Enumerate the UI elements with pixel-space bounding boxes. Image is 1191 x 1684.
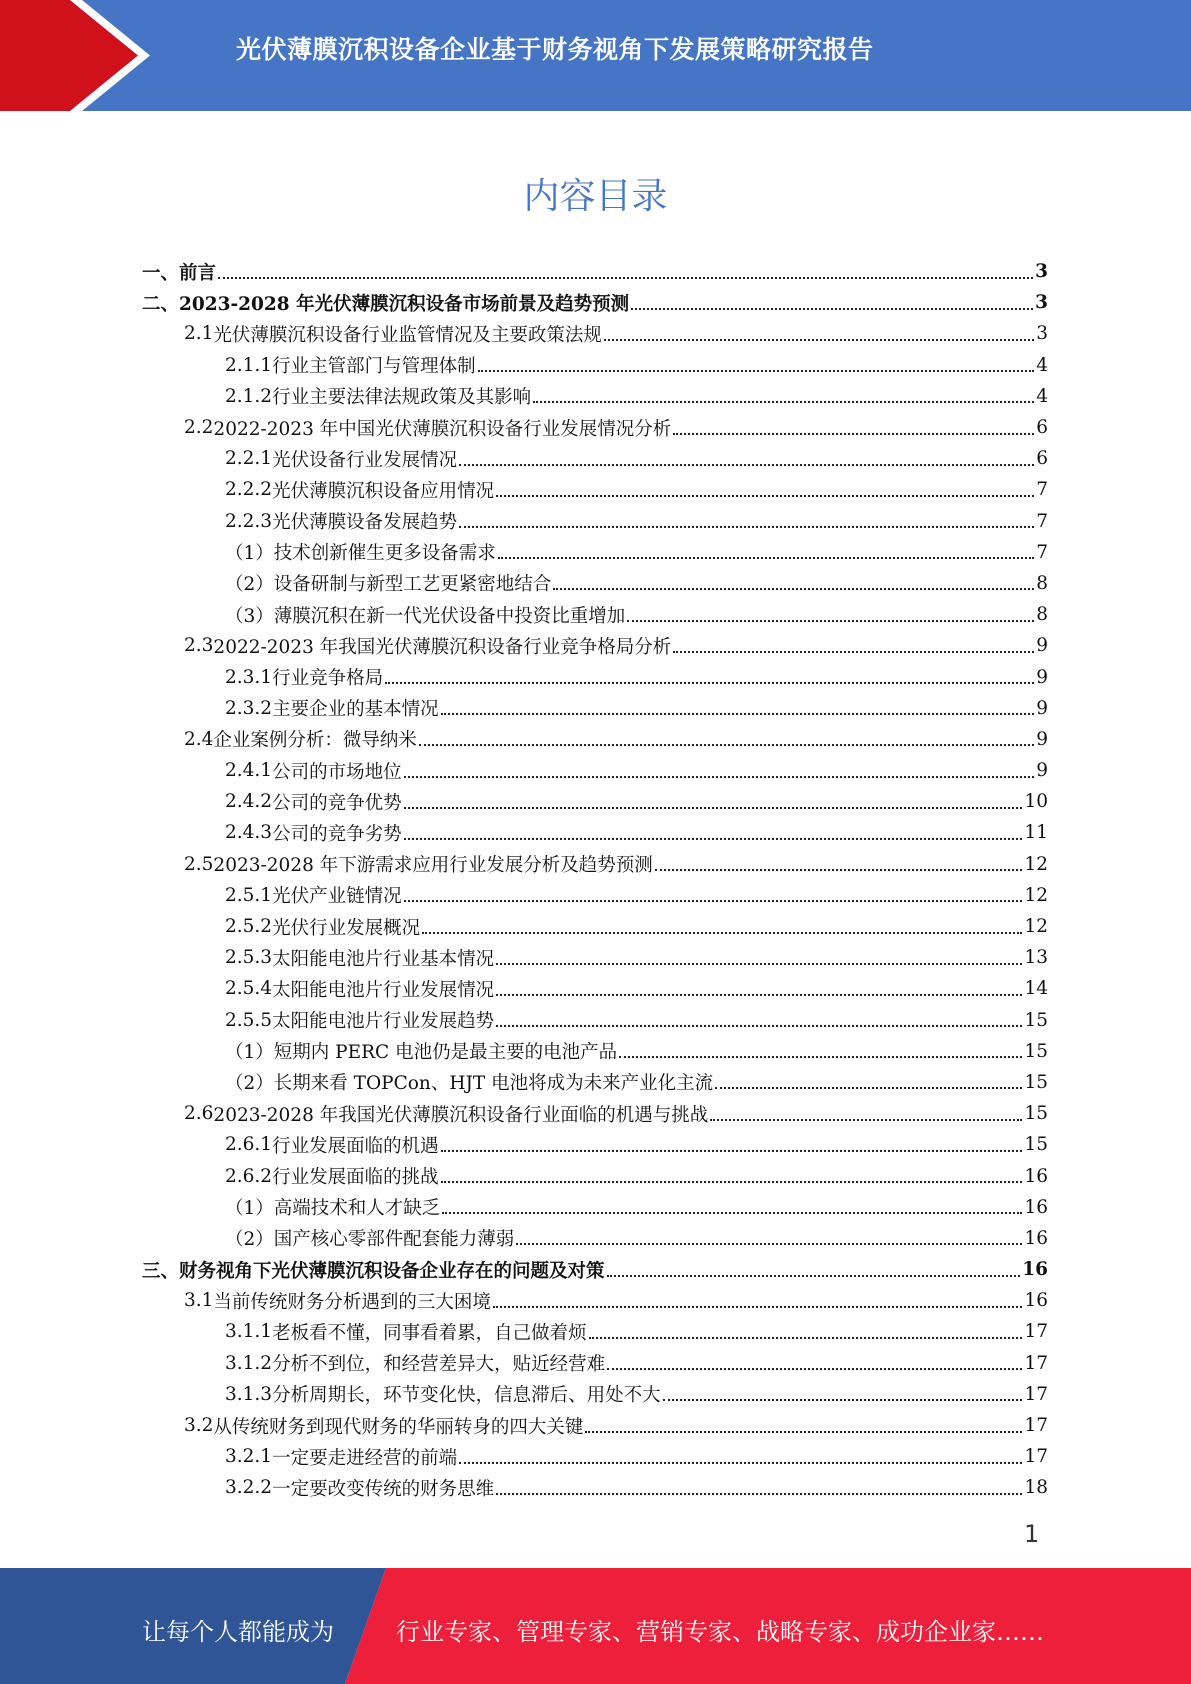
toc-dot-leader	[442, 1212, 1022, 1214]
toc-entry-number: 2.2.3	[225, 510, 273, 532]
toc-dot-leader	[516, 1243, 1022, 1245]
toc-entry-number: 2.3	[184, 635, 214, 657]
toc-dot-leader	[673, 651, 1034, 653]
toc-entry[interactable]	[142, 911, 1048, 942]
toc-entry-page: 7	[1036, 541, 1048, 563]
toc-entry-number: （2）	[225, 574, 274, 596]
toc-dot-leader	[533, 401, 1034, 403]
toc-dot-leader	[673, 433, 1034, 435]
toc-entry-title: 分析不到位，和经营差异大，贴近经营难	[272, 1354, 606, 1376]
toc-entry-page: 17	[1024, 1321, 1048, 1343]
toc-entry-title: 技术创新催生更多设备需求	[273, 543, 496, 565]
toc-entry[interactable]	[142, 630, 1048, 661]
toc-entry-page: 17	[1024, 1383, 1048, 1405]
toc-entry[interactable]	[142, 1285, 1048, 1316]
toc-entry-title: 老板看不懂，同事看着累，自己做着烦	[272, 1322, 587, 1344]
toc-entry-page: 12	[1024, 916, 1048, 938]
toc-entry[interactable]	[142, 599, 1048, 630]
toc-entry-title: 一定要改变传统的财务思维	[272, 1478, 495, 1500]
toc-entry-number: 2.4.1	[225, 760, 273, 782]
toc-entry-title: 2023-2028 年光伏薄膜沉积设备市场前景及趋势预测	[179, 293, 630, 315]
toc-entry-number: 2.1.1	[225, 354, 273, 376]
toc-entry-page: 12	[1024, 884, 1048, 906]
toc-entry-page: 18	[1024, 1477, 1048, 1499]
toc-entry[interactable]	[142, 1410, 1048, 1441]
toc-heading: 内容目录	[523, 176, 668, 217]
toc-dot-leader	[441, 1181, 1023, 1183]
toc-entry-title: 行业发展面临的机遇	[272, 1135, 439, 1157]
toc-entry-page: 11	[1024, 822, 1048, 844]
toc-dot-leader	[385, 682, 1034, 684]
toc-entry[interactable]	[142, 1223, 1048, 1254]
toc-dot-leader	[589, 1337, 1023, 1339]
toc-entry-page: 15	[1024, 1040, 1048, 1062]
footer-roles: 行业专家、管理专家、营销专家、战略专家、成功企业家……	[396, 1618, 1044, 1646]
toc-entry[interactable]	[142, 849, 1048, 880]
toc-entry[interactable]	[142, 724, 1048, 755]
toc-entry-number: 2.5.1	[225, 884, 273, 906]
toc-entry[interactable]	[142, 1036, 1048, 1067]
toc-entry-page: 15	[1024, 1134, 1048, 1156]
toc-dot-leader	[655, 869, 1023, 871]
toc-dot-leader	[619, 1056, 1022, 1058]
toc-entry-title: 从传统财务到现代财务的华丽转身的四大关键	[213, 1416, 584, 1438]
toc-entry[interactable]	[142, 973, 1048, 1004]
toc-dot-leader	[496, 1025, 1022, 1027]
toc-entry[interactable]	[142, 256, 1048, 287]
toc-entry-page: 4	[1036, 354, 1048, 376]
toc-entry[interactable]	[142, 1254, 1048, 1285]
toc-entry-page: 9	[1036, 728, 1048, 750]
toc-entry-page: 14	[1024, 978, 1048, 1000]
toc-entry[interactable]	[142, 1192, 1048, 1223]
toc-entry-number: （1）	[225, 543, 274, 565]
toc-entry-number: 2.4	[184, 728, 214, 750]
footer-slogan: 让每个人都能成为	[142, 1618, 334, 1646]
toc-entry-number: 3.2.2	[225, 1477, 273, 1499]
toc-entry-page: 16	[1024, 1165, 1048, 1187]
toc-dot-leader	[404, 838, 1023, 840]
toc-entry[interactable]	[142, 506, 1048, 537]
toc-entry-page: 9	[1036, 635, 1048, 657]
toc-dot-leader	[218, 277, 1033, 279]
toc-entry-page: 10	[1024, 791, 1048, 813]
toc-dot-leader	[441, 1150, 1023, 1152]
toc-entry-title: 企业案例分析：微导纳米	[213, 730, 417, 752]
table-of-contents	[142, 256, 1048, 1504]
toc-entry-page: 7	[1036, 479, 1048, 501]
toc-dot-leader	[441, 713, 1035, 715]
toc-dot-leader	[631, 308, 1033, 310]
toc-entry-title: 行业发展面临的挑战	[272, 1167, 439, 1189]
toc-entry-title: 光伏行业发展概况	[272, 917, 421, 939]
toc-entry-page: 16	[1022, 1259, 1048, 1281]
toc-entry[interactable]	[142, 817, 1048, 848]
toc-dot-leader	[627, 620, 1034, 622]
toc-dot-leader	[404, 776, 1035, 778]
toc-entry[interactable]	[142, 1316, 1048, 1347]
toc-dot-leader	[419, 744, 1034, 746]
toc-entry-number: （1）	[225, 1042, 274, 1064]
toc-dot-leader	[493, 1306, 1023, 1308]
toc-entry-number: 2.1	[184, 323, 214, 345]
toc-entry-title: 太阳能电池片行业基本情况	[272, 948, 495, 970]
toc-entry-number: 2.6.2	[225, 1165, 273, 1187]
toc-entry-page: 12	[1024, 853, 1048, 875]
toc-entry-number: 2.5.3	[225, 947, 273, 969]
toc-entry-title: 2022-2023 年中国光伏薄膜沉积设备行业发展情况分析	[213, 418, 672, 440]
toc-entry-number: 2.6	[184, 1103, 214, 1125]
toc-entry-number: 2.5.4	[225, 978, 273, 1000]
page-number: 1	[1024, 1520, 1040, 1548]
toc-entry-number: 一、	[142, 262, 180, 284]
toc-entry-number: （2）	[225, 1229, 274, 1251]
toc-entry-title: 薄膜沉积在新一代光伏设备中投资比重增加	[273, 605, 626, 627]
toc-entry[interactable]	[142, 1129, 1048, 1160]
toc-entry-number: （2）	[225, 1073, 274, 1095]
toc-entry-page: 9	[1036, 697, 1048, 719]
toc-entry-title: 太阳能电池片行业发展趋势	[272, 1011, 495, 1033]
toc-entry-title: 光伏薄膜沉积设备行业监管情况及主要政策法规	[213, 324, 602, 346]
toc-entry-title: 2023-2028 年下游需求应用行业发展分析及趋势预测	[213, 855, 653, 877]
toc-dot-leader	[404, 807, 1023, 809]
chevron-arrow-icon	[0, 0, 160, 111]
toc-entry-title: 公司的竞争优势	[272, 792, 402, 814]
toc-dot-leader	[422, 932, 1022, 934]
toc-entry-page: 16	[1024, 1227, 1048, 1249]
toc-entry-title: 长期来看 TOPCon、HJT 电池将成为未来产业化主流	[273, 1073, 714, 1095]
toc-entry-page: 17	[1024, 1446, 1048, 1468]
toc-entry-number: 2.2.2	[225, 479, 273, 501]
toc-entry-page: 3	[1036, 323, 1048, 345]
toc-entry-number: 2.5.2	[225, 916, 273, 938]
toc-entry-title: 财务视角下光伏薄膜沉积设备企业存在的问题及对策	[179, 1260, 605, 1282]
toc-entry-number: 2.6.1	[225, 1134, 273, 1156]
toc-entry-title: 光伏产业链情况	[272, 886, 402, 908]
toc-dot-leader	[715, 1087, 1022, 1089]
toc-entry-page: 3	[1035, 261, 1048, 283]
toc-entry-number: 3.1.2	[225, 1352, 273, 1374]
toc-entry[interactable]	[142, 1067, 1048, 1098]
toc-entry-page: 17	[1024, 1352, 1048, 1374]
toc-entry-page: 15	[1024, 1103, 1048, 1125]
toc-entry[interactable]	[142, 786, 1048, 817]
toc-entry-title: 设备研制与新型工艺更紧密地结合	[273, 574, 552, 596]
toc-entry-number: 2.5	[184, 853, 214, 875]
toc-entry[interactable]	[142, 1379, 1048, 1410]
toc-dot-leader	[496, 1493, 1022, 1495]
toc-entry-page: 3	[1035, 292, 1048, 314]
toc-entry[interactable]	[142, 1472, 1048, 1503]
toc-dot-leader	[607, 1275, 1021, 1277]
toc-entry-title: 当前传统财务分析遇到的三大困境	[213, 1291, 491, 1313]
toc-dot-leader	[496, 495, 1034, 497]
toc-entry[interactable]	[142, 942, 1048, 973]
toc-entry-number: 3.1.1	[225, 1321, 273, 1343]
toc-entry-title: 光伏设备行业发展情况	[272, 449, 458, 471]
toc-entry-page: 8	[1036, 572, 1048, 594]
toc-entry[interactable]	[142, 568, 1048, 599]
report-title: 光伏薄膜沉积设备企业基于财务视角下发展策略研究报告	[236, 35, 874, 64]
toc-entry-page: 16	[1024, 1290, 1048, 1312]
toc-dot-leader	[478, 370, 1035, 372]
toc-dot-leader	[607, 1368, 1022, 1370]
toc-entry-page: 9	[1036, 760, 1048, 782]
toc-dot-leader	[498, 557, 1034, 559]
toc-dot-leader	[585, 1431, 1022, 1433]
toc-dot-leader	[459, 526, 1034, 528]
toc-entry[interactable]	[142, 755, 1048, 786]
toc-dot-leader	[496, 963, 1022, 965]
toc-entry-page: 16	[1024, 1196, 1048, 1218]
toc-entry[interactable]	[142, 880, 1048, 911]
toc-entry-number: 3.1	[184, 1290, 214, 1312]
toc-dot-leader	[553, 588, 1034, 590]
toc-entry-title: 太阳能电池片行业发展情况	[272, 979, 495, 1001]
toc-dot-leader	[604, 339, 1034, 341]
toc-entry-page: 15	[1024, 1009, 1048, 1031]
toc-entry[interactable]	[142, 350, 1048, 381]
toc-entry-title: 光伏薄膜设备发展趋势	[272, 512, 458, 534]
toc-entry-title: 光伏薄膜沉积设备应用情况	[272, 480, 495, 502]
toc-entry-title: 公司的市场地位	[272, 761, 402, 783]
toc-entry-title: 行业竞争格局	[272, 668, 384, 690]
toc-entry-number: 3.1.3	[225, 1383, 273, 1405]
toc-entry-number: 3.2.1	[225, 1446, 273, 1468]
toc-entry[interactable]	[142, 1098, 1048, 1129]
toc-entry-number: 2.1.2	[225, 385, 273, 407]
toc-dot-leader	[459, 1462, 1022, 1464]
toc-entry[interactable]	[142, 1005, 1048, 1036]
toc-entry-title: 主要企业的基本情况	[272, 699, 439, 721]
toc-entry-number: 二、	[142, 293, 180, 315]
toc-entry-title: 2022-2023 年我国光伏薄膜沉积设备行业竞争格局分析	[213, 636, 672, 658]
toc-entry-title: 高端技术和人才缺乏	[273, 1198, 441, 1220]
toc-entry[interactable]	[142, 537, 1048, 568]
toc-entry-number: 2.4.3	[225, 822, 273, 844]
toc-entry[interactable]	[142, 1348, 1048, 1379]
toc-entry-number: 2.3.1	[225, 666, 273, 688]
toc-entry[interactable]	[142, 318, 1048, 349]
toc-entry-number: 2.3.2	[225, 697, 273, 719]
toc-entry-page: 7	[1036, 510, 1048, 532]
toc-entry-number: 2.2.1	[225, 448, 273, 470]
toc-dot-leader	[404, 900, 1023, 902]
toc-entry[interactable]	[142, 1441, 1048, 1472]
toc-entry[interactable]	[142, 1160, 1048, 1191]
toc-entry-number: 2.4.2	[225, 791, 273, 813]
toc-dot-leader	[496, 994, 1022, 996]
toc-dot-leader	[663, 1399, 1023, 1401]
toc-entry[interactable]	[142, 381, 1048, 412]
toc-entry-title: 短期内 PERC 电池仍是最主要的电池产品	[273, 1042, 618, 1064]
header-band	[0, 0, 1191, 111]
toc-entry-title: 公司的竞争劣势	[272, 823, 402, 845]
toc-entry-number: （3）	[225, 605, 274, 627]
toc-entry-number: 三、	[142, 1260, 180, 1282]
toc-entry-page: 6	[1036, 448, 1048, 470]
toc-entry-title: 分析周期长，环节变化快，信息滞后、用处不大	[272, 1385, 661, 1407]
toc-entry[interactable]	[142, 693, 1048, 724]
toc-entry-title: 2023-2028 年我国光伏薄膜沉积设备行业面临的机遇与挑战	[213, 1104, 709, 1126]
toc-entry-title: 行业主管部门与管理体制	[272, 356, 476, 378]
toc-entry[interactable]	[142, 474, 1048, 505]
toc-entry-number: 2.2	[184, 417, 214, 439]
toc-entry-title: 行业主要法律法规政策及其影响	[272, 387, 532, 409]
toc-dot-leader	[710, 1119, 1022, 1121]
toc-entry[interactable]	[142, 412, 1048, 443]
toc-entry[interactable]	[142, 287, 1048, 318]
toc-entry[interactable]	[142, 661, 1048, 692]
toc-entry-page: 15	[1024, 1071, 1048, 1093]
toc-entry-number: 2.5.5	[225, 1009, 273, 1031]
toc-entry-number: 3.2	[184, 1415, 214, 1437]
toc-entry-title: 一定要走进经营的前端	[272, 1447, 458, 1469]
toc-entry[interactable]	[142, 443, 1048, 474]
toc-entry-title: 前言	[179, 262, 217, 284]
footer-band	[0, 1568, 1191, 1684]
toc-entry-title: 国产核心零部件配套能力薄弱	[273, 1229, 515, 1251]
toc-entry-page: 6	[1036, 417, 1048, 439]
toc-dot-leader	[459, 464, 1034, 466]
toc-entry-number: （1）	[225, 1198, 274, 1220]
toc-entry-page: 17	[1024, 1415, 1048, 1437]
toc-entry-page: 13	[1024, 947, 1048, 969]
toc-entry-page: 9	[1036, 666, 1048, 688]
toc-entry-page: 8	[1036, 604, 1048, 626]
toc-entry-page: 4	[1036, 385, 1048, 407]
